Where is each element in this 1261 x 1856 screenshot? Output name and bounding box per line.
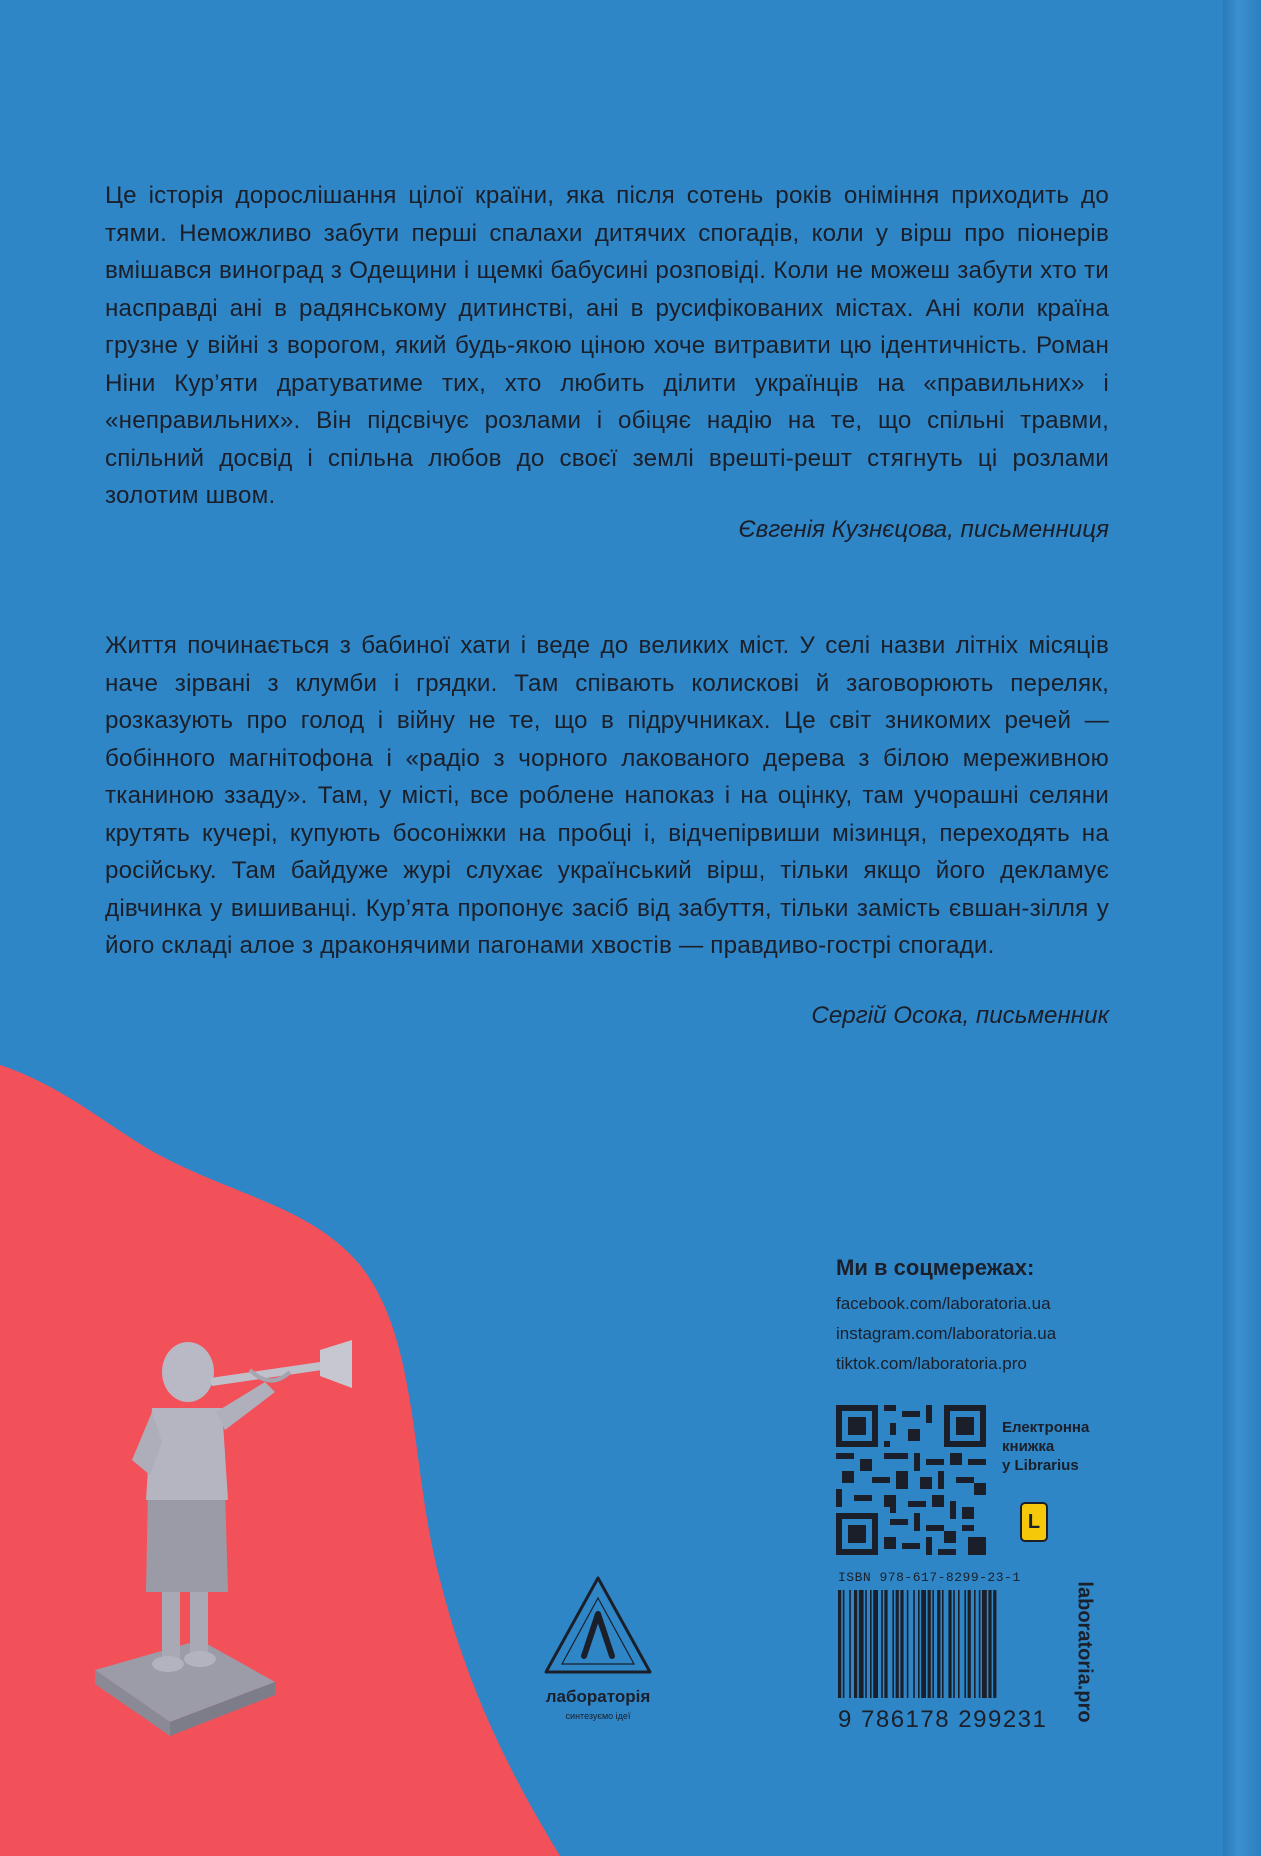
barcode-bar (873, 1590, 878, 1698)
barcode-bar (932, 1590, 934, 1698)
barcode-bar (900, 1590, 903, 1698)
quote-2-paragraph: Життя починається з бабиної хати і веде до великих міст. У селі назви літніх місяців наче зірвані з клумби і грядки. Там співають колискові й заговорюють переляк, розказують про голод і війну не те, що в підручниках. Це світ зникомих речей — бобінного магнітофона і «радіо з чорного лакованого дерева з білою мереживною тканиною ззаду». Там, у місті, все роблене напоказ і на оцінку, там учорашні селяни крутять кучері, купують босоніжки на пробці і, відчепірвиши мізинця, переходять на російську. Там байдуже журі слухає український вірш, тільки якщо його декламує дівчинка у вишиванці. Кур’ята пропонує засіб від забуття, тільки замість євшан-зілля у його складі алое з драконячими пагонами хвостів — правдиво-гострі спогади. (105, 632, 1109, 959)
barcode-bar (964, 1590, 966, 1698)
barcode-bar (896, 1590, 899, 1698)
barcode-bar (918, 1590, 920, 1698)
publisher-logo-icon (518, 1570, 678, 1685)
barcode-bar (974, 1590, 976, 1698)
social-link-facebook[interactable]: facebook.com/laboratoria.ua (836, 1294, 1051, 1313)
barcode-bar (988, 1590, 991, 1698)
social-link-instagram[interactable]: instagram.com/laboratoria.ua (836, 1324, 1057, 1343)
barcode-bar (849, 1590, 851, 1698)
social-block (836, 1255, 1056, 1379)
barcode-bar (948, 1590, 951, 1698)
quote-1-paragraph: Це історія дорослішання цілої країни, яка після сотень років оніміння приходить до тями. Неможливо забути перші спалахи дитячих спогадів, коли у вірш про піонерів вмішався виноград з Одещини і щемкі бабусині розповіді. Коли не можеш забути хто ти насправді ані в радянському дитинстві, ані в русифікованих містах. Ані коли країна грузне у війні з ворогом, який будь-якою ціною хоче витравити цю ідентичність. Роман Ніни Кур’яти дратуватиме тих, хто любить ділити українців на «правильних» і «неправильних». Він підсвічує розлами і обіцяє надію на те, що спільні травми, спільний досвід і спільна любов до своєї землі врешті-решт стягнуть ці розлами золотим швом. (105, 182, 1109, 509)
quote-2-text (105, 627, 1109, 965)
barcode-bar (953, 1590, 955, 1698)
barcode-bar (843, 1590, 845, 1698)
barcode-bar (881, 1590, 883, 1698)
isbn-label: ISBN 978-617-8299-23-1 (838, 1570, 1021, 1585)
quote-1-author: Євгенія Кузнєцова, письменниця (738, 516, 1109, 543)
barcode-bar (838, 1590, 841, 1698)
trumpeter-statue-icon (90, 1330, 370, 1750)
barcode-bar (884, 1590, 887, 1698)
barcode-bar (982, 1590, 987, 1698)
qr-code-icon[interactable] (836, 1405, 986, 1555)
publisher-logo (518, 1570, 678, 1730)
barcode-bar (968, 1590, 971, 1698)
barcode-bar (854, 1590, 857, 1698)
publisher-name: лабораторія (545, 1687, 651, 1706)
barcode-bar (993, 1590, 996, 1698)
quote-1-text (105, 177, 1109, 515)
ebook-label (1002, 1418, 1089, 1475)
barcode-bar (942, 1590, 944, 1698)
barcode-bar (958, 1590, 960, 1698)
ebook-line-1: Електронна (1002, 1419, 1090, 1436)
spine-edge (1223, 0, 1261, 1856)
social-heading: Ми в соцмережах: (836, 1255, 1035, 1280)
barcode-bar (892, 1590, 894, 1698)
barcode-number: 9 786178 299231 (838, 1706, 1048, 1733)
barcode-bar (921, 1590, 926, 1698)
barcode-bar (907, 1590, 909, 1698)
barcode-bar (870, 1590, 872, 1698)
barcode-bar (913, 1590, 915, 1698)
barcode-bar (979, 1590, 981, 1698)
barcode-bar (937, 1590, 940, 1698)
barcode-bar (928, 1590, 931, 1698)
ebook-line-2: книжка (1002, 1438, 1055, 1455)
librarius-badge[interactable]: L (1020, 1502, 1048, 1542)
barcode-bar (865, 1590, 867, 1698)
barcode-bar (859, 1590, 864, 1698)
publisher-tagline: синтезуємо ідеї (565, 1711, 631, 1721)
website-text: laboratoria.pro (1073, 1581, 1096, 1723)
website-vertical[interactable] (1072, 1567, 1096, 1737)
social-link-tiktok[interactable]: tiktok.com/laboratoria.pro (836, 1354, 1027, 1373)
quote-2-author: Сергій Осока, письменник (811, 1002, 1109, 1029)
ebook-line-3: у Librarius (1002, 1457, 1079, 1474)
